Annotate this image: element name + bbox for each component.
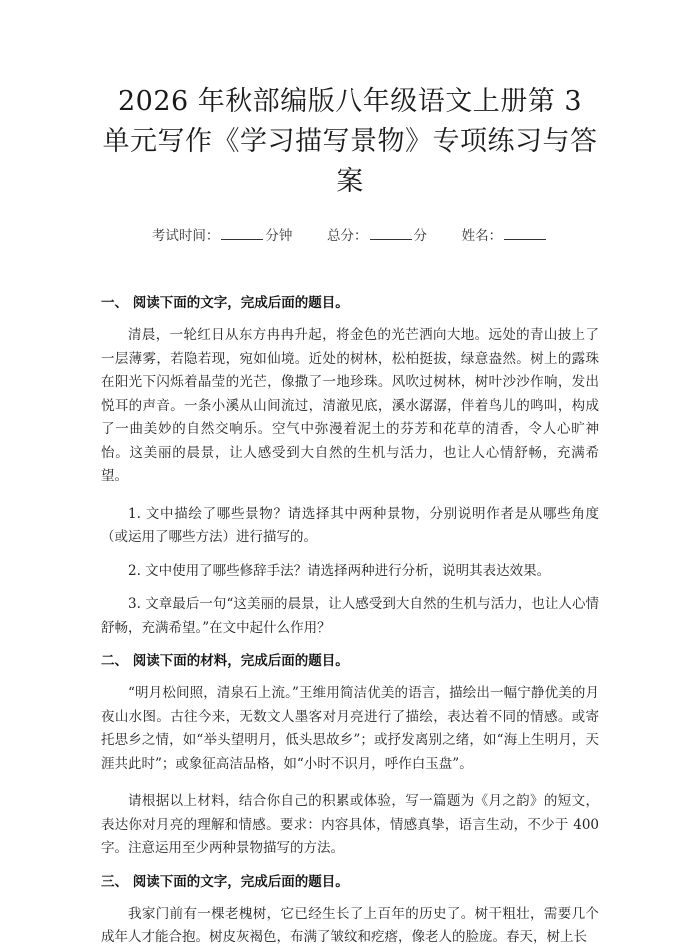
document-title: 2026 年秋部编版八年级语文上册第 3 单元写作《学习描写景物》专项练习与答案 [102, 86, 598, 197]
name-blank [504, 227, 546, 240]
question-1: 1. 文中描绘了哪些景物？请选择其中两种景物，分别说明作者是从哪些角度（或运用了哪些方法）进行描写的。 [101, 505, 599, 545]
time-blank [221, 227, 263, 240]
time-unit: 分钟 [265, 228, 293, 244]
section-2-writing-task: 请根据以上材料，结合你自己的积累或体验，写一篇题为《月之韵》的短文，表达你对月亮的理解和情感。要求：内容具体，情感真挚，语言生动，不少于 400 字。注意运用至少两种景物描写的方法。 [101, 793, 599, 856]
question-2: 2. 文中使用了哪些修辞手法？请选择两种进行分析，说明其表达效果。 [128, 562, 551, 579]
score-label: 总分： [327, 228, 368, 244]
score-blank [370, 227, 412, 240]
section-3-passage: 我家门前有一棵老槐树，它已经生长了上百年的历史了。树干粗壮，需要几个成年人才能合抱。树皮灰褐色，布满了皱纹和疙瘩，像老人的脸庞。春天，树上长 [101, 905, 599, 945]
section-2-heading: 二、 阅读下面的材料，完成后面的题目。 [101, 653, 349, 669]
section-1-heading: 一、 阅读下面的文字，完成后面的题目。 [101, 295, 349, 311]
exam-info-line [101, 224, 599, 244]
time-label: 考试时间： [151, 228, 220, 244]
section-1-passage: 清晨，一轮红日从东方冉冉升起，将金色的光芒洒向大地。远处的青山披上了一层薄雾，若隐若现，宛如仙境。近处的树林，松柏挺拔，绿意盎然。树上的露珠在阳光下闪烁着晶莹的光芒，像撒了一地珍珠。风吹过树林，树叶沙沙作响，发出悦耳的声音。一条小溪从山间流过，清澈见底，溪水潺潺，伴着鸟儿的鸣叫，构成了一曲美妙的自然交响乐。空气中弥漫着泥土的芬芳和花草的清香，令人心旷神怡。这美丽的晨景，让人感受到大自然的生机与活力，也让人心情舒畅，充满希望。 [101, 327, 599, 484]
question-3: 3. 文章最后一句“这美丽的晨景，让人感受到大自然的生机与活力，也让人心情舒畅，充满希望。”在文中起什么作用？ [101, 596, 599, 636]
score-unit: 分 [413, 228, 427, 244]
name-label: 姓名： [461, 228, 503, 244]
section-3-heading: 三、 阅读下面的文字，完成后面的题目。 [101, 873, 349, 890]
section-2-passage: “明月松间照，清泉石上流。”王维用简洁优美的语言，描绘出一幅宁静优美的月夜山水图。古往今来，无数文人墨客对月亮进行了描绘，表达着不同的情感。或寄托思乡之情，如“举头望明月，低头思故乡”；或抒发离别之绪，如“海上生明月，天涯共此时”；或象征高洁品格，如“小时不识月，呼作白玉盘”。 [101, 685, 599, 772]
